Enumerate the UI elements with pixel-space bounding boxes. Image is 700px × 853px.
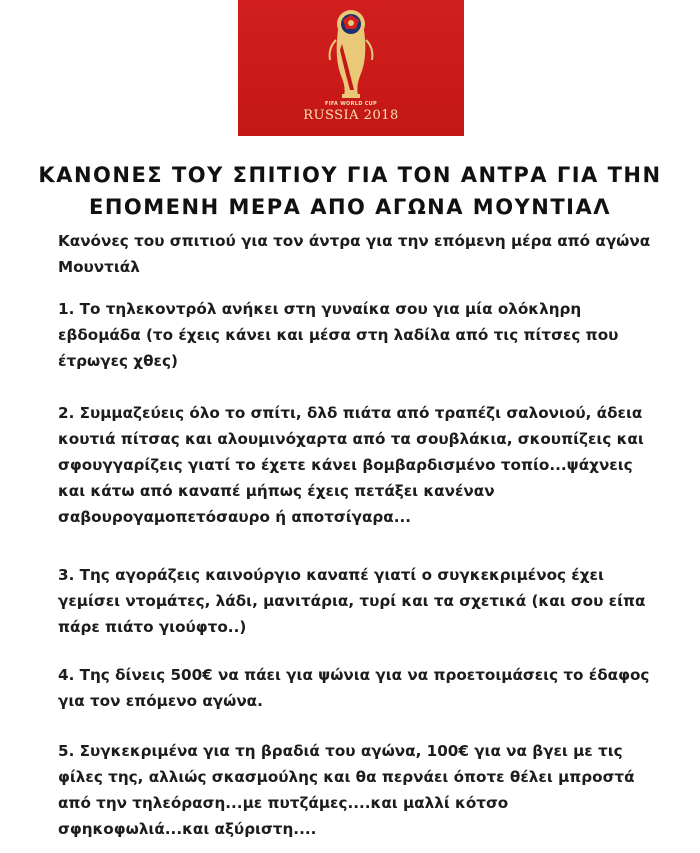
rule-2-line: κουτιά πίτσας και αλουμινόχαρτα από τα σουβλάκια, σκουπίζεις και xyxy=(58,430,644,448)
intro-line: Κανόνες του σπιτιού για τον άντρα για την επόμενη μέρα από αγώνα xyxy=(58,232,651,250)
rule-1-line: 1. Το τηλεκοντρόλ ανήκει στη γυναίκα σου για μία ολόκληρη xyxy=(58,300,582,318)
rule-1-line: έτρωγες χθες) xyxy=(58,352,178,370)
logo-main-text: RUSSIA 2018 xyxy=(303,108,399,123)
title-line-2: ΕΠΟΜΕΝΗ ΜΕΡΑ ΑΠΟ ΑΓΩΝΑ ΜΟΥΝΤΙΑΛ xyxy=(89,195,611,219)
rule-5-line: σφηκοφωλιά...και αξύριστη.... xyxy=(58,820,317,838)
rule-4-line: για τον επόμενο αγώνα. xyxy=(58,692,263,710)
rule-2-line: και κάτω από καναπέ μήπως έχεις πετάξει κανέναν xyxy=(58,482,495,500)
rule-3-line: πάρε πιάτο γιούφτο..) xyxy=(58,618,247,636)
rule-3-line: 3. Της αγοράζεις καινούργιο καναπέ γιατί ο συγκεκριμένος έχει xyxy=(58,566,604,584)
title-line-1: ΚΑΝΟΝΕΣ ΤΟΥ ΣΠΙΤΙΟΥ ΓΙΑ ΤΟΝ ΑΝΤΡΑ ΓΙΑ ΤΗΝ xyxy=(38,163,662,187)
rule-5-line: από την τηλεόραση...με πυτζάμες....και μαλλί κότσο xyxy=(58,794,509,812)
logo-small-text: FIFA WORLD CUP xyxy=(324,101,377,107)
rule-2-line: σφουγγαρίζεις γιατί το έχετε κάνει βομβαρδισμένο τοπίο...ψάχνεις xyxy=(58,456,633,474)
intro-line: Μουντιάλ xyxy=(58,258,140,276)
rule-1-line: εβδομάδα (το έχεις κάνει και μέσα στη λαδίλα από τις πίτσες που xyxy=(58,326,619,344)
rule-5-line: φίλες της, αλλιώς σκασμούλης και θα περνάει όποτε θέλει μπροστά xyxy=(58,768,635,786)
rule-4-line: 4. Της δίνεις 500€ να πάει για ψώνια για να προετοιμάσεις το έδαφος xyxy=(58,666,650,684)
rule-2-line: 2. Συμμαζεύεις όλο το σπίτι, δλδ πιάτα από τραπέζι σαλονιού, άδεια xyxy=(58,404,643,422)
rule-3-line: γεμίσει ντομάτες, λάδι, μανιτάρια, τυρί και τα σχετικά (και σου είπα xyxy=(58,592,646,610)
rule-2-line: σαβουρογαμοπετόσαυρο ή αποτσίγαρα... xyxy=(58,508,412,526)
rule-5-line: 5. Συγκεκριμένα για τη βραδιά του αγώνα, 100€ για να βγει με τις xyxy=(58,742,623,760)
world-cup-banner xyxy=(238,0,464,136)
